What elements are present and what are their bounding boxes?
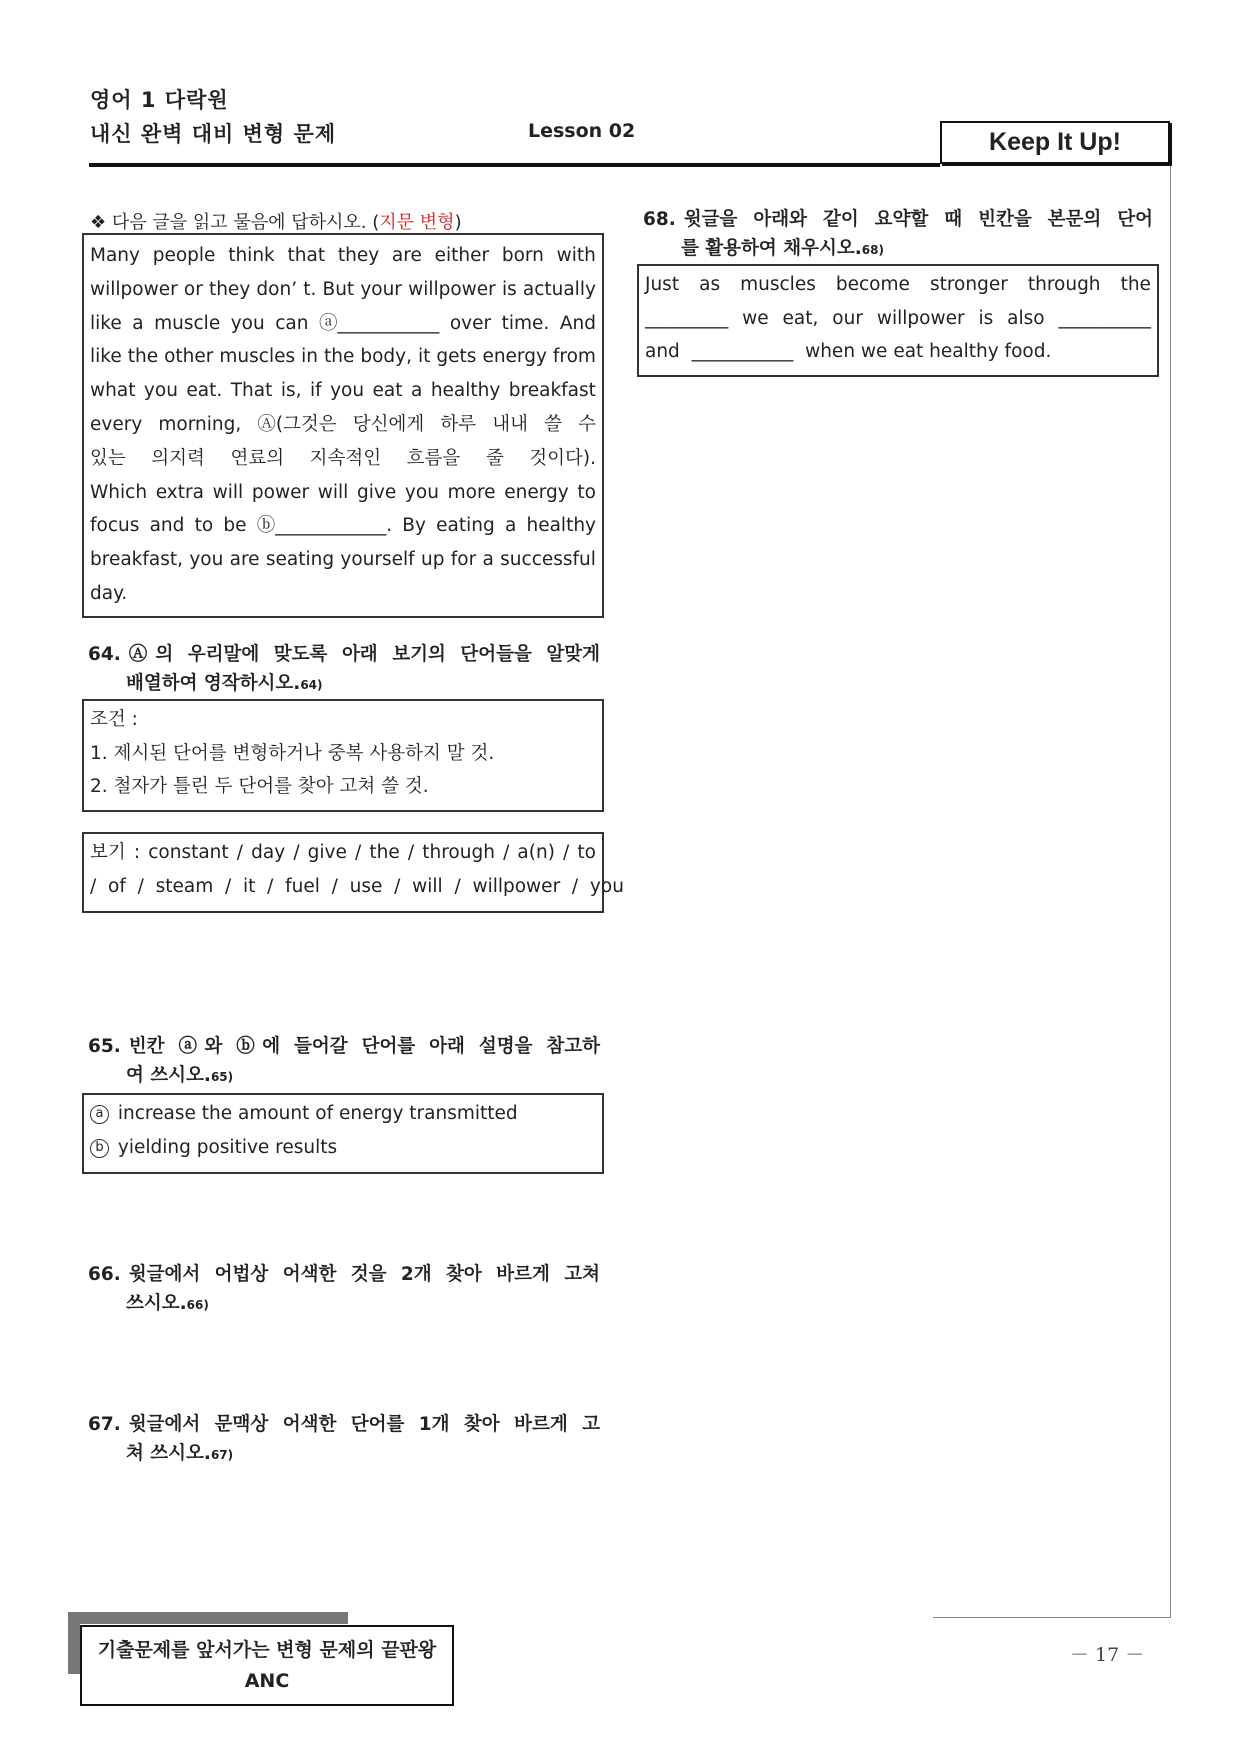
passage-word: seating [265,549,335,571]
passage-word: Ⓐ(그것은 [257,413,337,435]
summary-word: we [742,307,769,329]
passage-word: healthy [526,515,596,537]
question-64-text2: 배열하여 영작하시오. [126,673,301,694]
hint-b [90,1131,596,1165]
conditions-title: 조건 : [90,709,138,730]
passage-word: don’ [256,278,298,300]
passage-word: breakfast, [90,549,183,571]
passage-word: in [301,346,318,368]
passage-line [90,476,596,510]
summary-word: as [699,274,721,295]
word-bank-word: through [422,842,495,863]
question-67-text: 윗글에서 문맥상 어색한 단어를 1개 찾아 바르게 고 [128,1414,600,1435]
passage-word: willpower [90,278,178,300]
footer-brand: ANC [244,1670,290,1692]
word-bank-word: / [236,842,244,863]
passage-word: 당신에게 [352,413,425,435]
passage-word: the [323,346,355,368]
condition-1: 1. 제시된 단어를 변형하거나 중복 사용하지 말 것. [90,742,495,764]
word-bank-word: / [407,842,415,863]
passage-word: like [90,312,122,334]
direction-main: 다음 글을 읽고 물음에 답하시오. ( [111,212,380,233]
passage-word: with [556,245,596,266]
passage-word: Many [90,245,140,266]
passage-word: body, [360,346,412,368]
direction-highlight: 지문 변형 [379,212,455,233]
passage-word: t. [303,278,317,300]
word-bank-word: day [251,842,286,863]
question-66-text2: 쓰시오. [126,1293,187,1314]
passage-word: healthy [430,380,501,402]
summary-word: our [832,307,863,329]
word-bank-word: / [563,842,570,863]
reading-passage [82,233,604,618]
word-bank-word: to [577,842,596,863]
question-66-line2 [88,1289,600,1320]
direction-text [90,208,462,234]
footer-rule [933,1617,1171,1618]
question-67-text2: 쳐 쓰시오. [126,1443,211,1464]
hint-b-text: yielding positive results [117,1136,338,1158]
passage-word: 연료의 [230,447,285,469]
hint-a [90,1097,596,1131]
summary-word: _________ [645,307,729,329]
passage-word: they [208,278,251,300]
passage-word: it [418,346,431,368]
passage-word: can [275,312,309,334]
passage-word: 것이다). [529,447,596,469]
passage-word: 내내 [492,413,528,435]
summary-word: through [1027,274,1101,295]
circled-b-icon: b [90,1139,109,1158]
passage-word: But [322,278,355,300]
question-68 [643,205,1153,265]
passage-word: born [501,245,544,266]
footnote-65: 65) [210,1070,234,1084]
question-65 [88,1032,600,1092]
footer-shadow-top [68,1612,348,1624]
header-subject: 영어 1 다락원 [90,88,229,112]
passage-word: over [449,312,492,334]
summary-word: also [1007,307,1045,329]
summary-word: __________ [1058,307,1151,329]
footnote-68: 68) [861,243,884,257]
word-bank-word: / [503,842,510,863]
passage-word: 흐름을 [406,447,461,469]
summary-line3: and ___________ when we eat healthy food. [645,341,1052,362]
passage-word: a [504,515,517,537]
passage-word: what [90,380,136,402]
passage-word: 하루 [440,413,477,435]
passage-word: a [482,549,494,571]
passage-word: the [127,346,159,368]
passage-word: breakfast [508,380,596,402]
passage-line [90,340,596,374]
right-border-line [1170,166,1171,1618]
passage-word: your [360,278,402,300]
passage-word: if [309,380,322,402]
hint-a-text: increase the amount of energy transmitted [117,1103,518,1124]
passage-word: focus [90,515,140,537]
word-bank-word: : [133,842,141,863]
summary-word: eat, [782,307,819,329]
passage-word: 수 [578,413,596,435]
passage-line [90,307,596,341]
passage-word: energy [504,481,569,503]
passage-word: ⓑ____________. [256,515,393,537]
word-bank-word: 보기 [90,842,126,863]
footer-brand-box [80,1625,454,1706]
passage-word: you [404,481,439,503]
question-65-number: 65. [88,1036,121,1057]
question-64-line1 [88,640,600,669]
conditions-box [82,699,604,812]
condition-2: 2. 철자가 틀린 두 단어를 찾아 고쳐 쓸 것. [90,776,429,797]
passage-word: other [164,346,214,368]
question-68-number: 68. [643,209,676,230]
summary-box [637,264,1159,377]
passage-word: morning, [158,413,242,435]
passage-word: 지속적인 [309,447,382,469]
question-65-text: 빈칸 ⓐ와 ⓑ에 들어갈 단어를 아래 설명을 참고하 [128,1036,600,1057]
passage-word: muscle [154,312,221,334]
passage-word: eating [436,515,495,537]
passage-word: every [90,413,143,435]
question-65-line1 [88,1032,600,1061]
footer-shadow-left [68,1612,80,1674]
question-66-line1 [88,1260,600,1289]
word-bank-line2: / of / steam / it / fuel / use / will / willpower / you [90,875,624,897]
passage-word: and [149,515,185,537]
passage-word: is [501,278,517,300]
passage-word: is, [280,380,302,402]
passage-word: 쓸 [544,413,562,435]
passage-line [90,509,596,543]
passage-line [90,239,596,273]
word-bank-word: constant [148,842,229,863]
summary-word: Just [645,274,680,295]
passage-word: are [391,245,422,266]
passage-word: up [420,549,445,571]
passage-word: eat [372,380,403,402]
question-67 [88,1410,600,1470]
lesson-label: Lesson 02 [528,120,636,142]
passage-word: you [230,312,265,334]
passage-word: By [402,515,426,537]
footnote-64: 64) [300,678,323,692]
question-66-text: 윗글에서 어법상 어색한 것을 2개 찾아 바르게 고쳐 [128,1264,600,1285]
passage-word: a [132,312,144,334]
question-65-text2: 여 쓰시오. [126,1065,211,1086]
direction-close: ) [454,212,462,233]
passage-word: successful [500,549,596,571]
passage-line [90,543,596,577]
passage-line [90,408,596,442]
passage-word: will [317,481,349,503]
summary-word: the [1120,274,1151,295]
header-title: 내신 완벽 대비 변형 문제 [90,122,337,146]
question-67-line1 [88,1410,600,1439]
passage-word: day. [90,582,128,604]
passage-word: you [143,380,178,402]
passage-word: time. [501,312,550,334]
passage-word: either [434,245,490,266]
passage-word: are [229,549,260,571]
passage-word: to [577,481,596,503]
passage-word: eat. [186,380,223,402]
summary-line1 [645,268,1151,302]
page-number: － 17 － [1070,1644,1145,1666]
footer-slogan: 기출문제를 앞서가는 변형 문제의 끝판왕 [97,1639,437,1661]
passage-word: 있는 [90,447,126,469]
passage-word: gets [436,346,477,368]
circled-a-icon: a [90,1105,109,1124]
summary-word: is [978,307,994,329]
passage-word: from [552,346,596,368]
passage-word: people [152,245,216,266]
passage-word: give [357,481,397,503]
question-67-line2 [88,1439,600,1470]
word-bank-box [82,832,624,913]
passage-word: power [251,481,310,503]
question-68-text: 윗글을 아래와 같이 요약할 때 빈칸을 본문의 단어 [683,209,1153,230]
passage-word: you [189,549,224,571]
passage-word: Which [90,481,148,503]
question-64-text: Ⓐ의 우리말에 맞도록 아래 보기의 단어들을 알맞게 [128,644,600,665]
passage-word: extra [155,481,204,503]
passage-line [90,273,596,307]
summary-word: willpower [876,307,965,329]
hint-box [82,1093,604,1174]
word-bank-word: / [355,842,362,863]
question-66-number: 66. [88,1264,121,1285]
passage-word: be [223,515,247,537]
passage-word: think [228,245,275,266]
passage-line [90,442,596,476]
passage-word: that [287,245,326,266]
passage-word: willpower [408,278,496,300]
summary-word: stronger [929,274,1008,295]
passage-word: like [90,346,122,368]
diamond-bullet-icon: ❖ [90,212,107,233]
keep-it-up-badge: Keep It Up! [940,121,1170,164]
question-64-number: 64. [88,644,121,665]
word-bank-word: / [293,842,300,863]
passage-word: actually [522,278,596,300]
passage-word: or [183,278,203,300]
passage-word: more [447,481,496,503]
passage-word: for [450,549,477,571]
passage-word: they [337,245,380,266]
passage-word: 줄 [485,447,504,469]
question-64 [88,640,600,700]
word-bank-word: give [307,842,347,863]
footnote-66: 66) [186,1298,209,1312]
passage-word: yourself [340,549,415,571]
question-64-line2 [88,669,600,700]
question-66 [88,1260,600,1320]
question-65-line2 [88,1061,600,1092]
question-67-number: 67. [88,1414,121,1435]
question-68-text2: 를 활용하여 채우시오. [681,238,862,259]
passage-word: to [194,515,214,537]
passage-word: That [230,380,273,402]
passage-word: you [330,380,365,402]
passage-word: And [559,312,596,334]
passage-line [90,577,596,611]
summary-word: muscles [740,274,816,295]
word-bank-line1 [90,836,596,870]
passage-word: ⓐ___________ [319,312,440,334]
passage-word: energy [482,346,547,368]
passage-word: will [212,481,244,503]
question-68-line1 [643,205,1153,234]
summary-word: become [835,274,910,295]
passage-line [90,374,596,408]
word-bank-word: the [369,842,400,863]
passage-word: a [411,380,423,402]
footnote-67: 67) [210,1448,234,1462]
question-68-line2 [643,234,1153,265]
summary-line2 [645,302,1151,336]
header-rule [89,163,940,167]
word-bank-word: a(n) [517,842,555,863]
passage-word: 의지력 [151,447,205,469]
passage-word: muscles [219,346,296,368]
